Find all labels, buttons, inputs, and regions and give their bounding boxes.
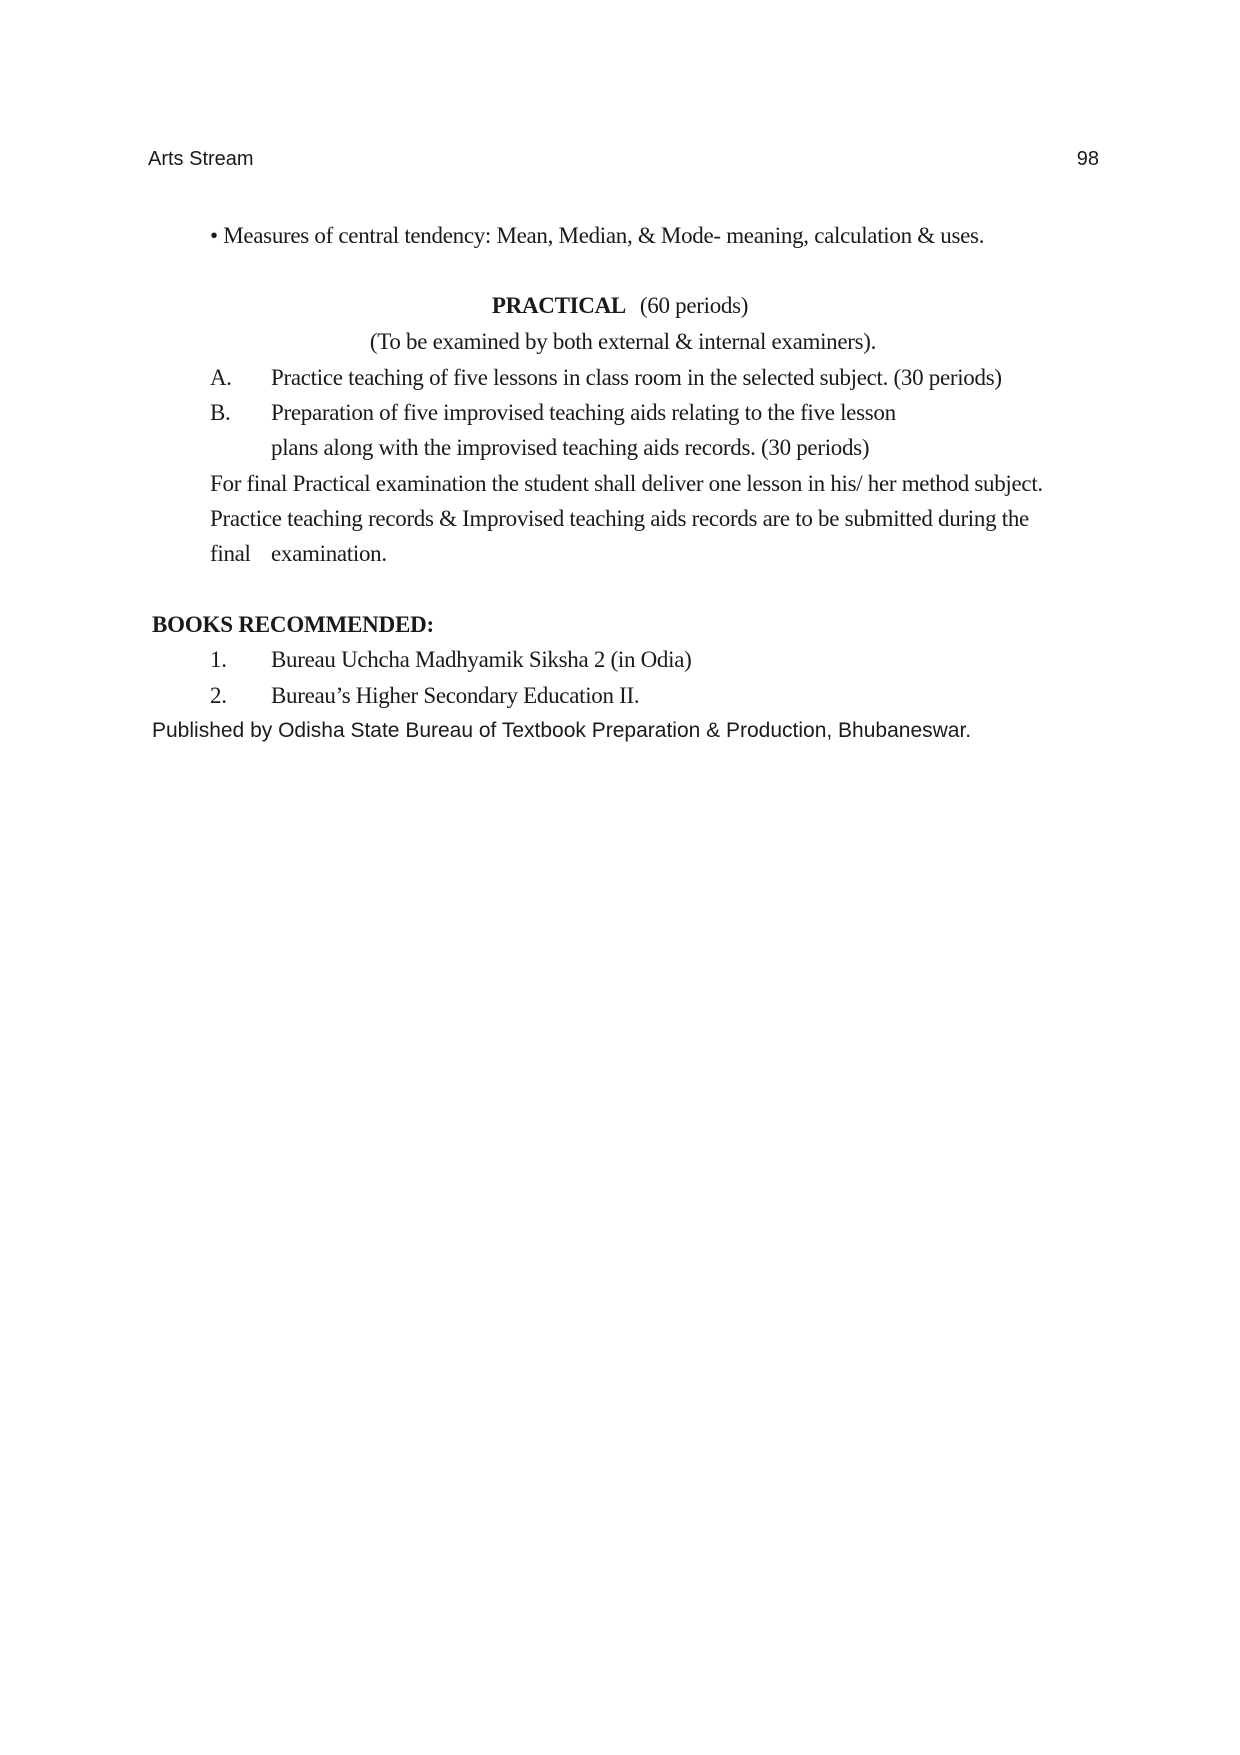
book-title-1: Bureau Uchcha Madhyamik Siksha 2 (in Odia)	[271, 647, 692, 672]
book-number-2: 2.	[210, 683, 227, 708]
final-exam-paragraph-line2: Practice teaching records & Improvised teaching aids records are to be submitted during the	[210, 506, 1029, 531]
list-marker-a: A.	[210, 365, 232, 390]
books-recommended-heading: BOOKS RECOMMENDED:	[152, 612, 434, 637]
bullet-point-central-tendency: • Measures of central tendency: Mean, Median, & Mode- meaning, calculation & uses.	[210, 223, 985, 248]
practical-item-b-line1: Preparation of five improvised teaching aids relating to the five lesson	[271, 400, 896, 425]
final-exam-paragraph-word-examination: examination.	[271, 541, 387, 566]
practical-periods: (60 periods)	[639, 293, 749, 318]
practical-item-b-line2: plans along with the improvised teaching aids records. (30 periods)	[271, 435, 870, 460]
running-header: Arts Stream	[148, 148, 254, 170]
book-number-1: 1.	[210, 647, 227, 672]
list-marker-b: B.	[210, 400, 231, 425]
publisher-line: Published by Odisha State Bureau of Textbook Preparation & Production, Bhubaneswar.	[152, 719, 972, 742]
page-number: 98	[1076, 148, 1099, 170]
examination-note: (To be examined by both external & internal examiners).	[369, 329, 877, 354]
practical-item-a: Practice teaching of five lessons in class room in the selected subject. (30 periods)	[271, 365, 1002, 390]
practical-heading	[0, 293, 1240, 319]
book-title-2: Bureau’s Higher Secondary Education II.	[271, 683, 640, 708]
final-exam-paragraph-word-final: final	[210, 541, 251, 566]
practical-title: PRACTICAL	[491, 293, 626, 318]
final-exam-paragraph-line1: For final Practical examination the student shall deliver one lesson in his/ her method subject.	[210, 471, 1043, 496]
